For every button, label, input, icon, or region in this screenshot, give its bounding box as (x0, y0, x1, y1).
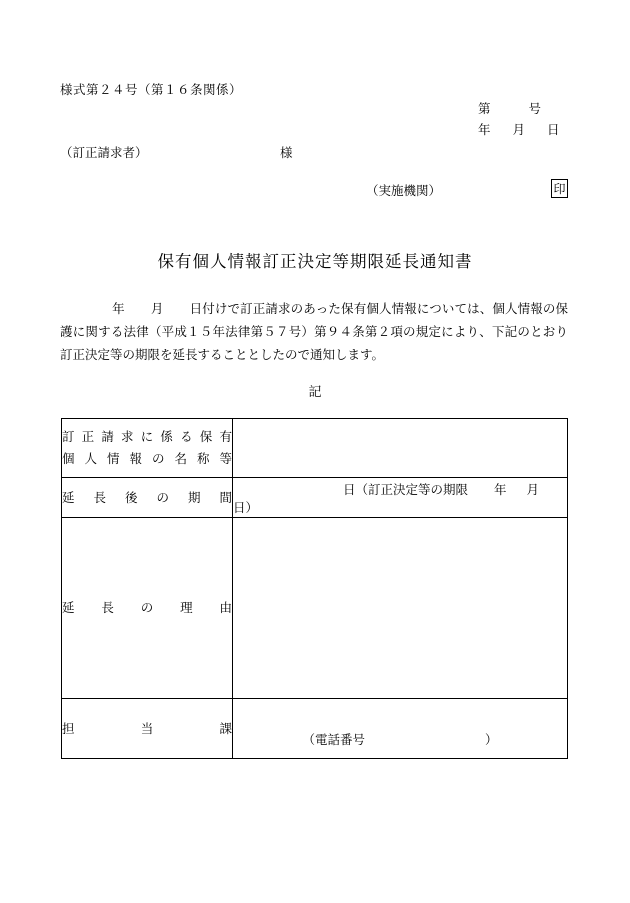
label-target-info (62, 419, 233, 478)
label-extended-period-text: 延長後の期間 (62, 490, 232, 505)
label-reason-text: 延長の理由 (62, 601, 232, 615)
requester-honorific: 様 (280, 146, 293, 160)
body-lead-month: 月 (150, 302, 164, 316)
notification-table (61, 418, 568, 759)
label-target-info-line1: 訂正請求に係る保有 (62, 430, 232, 444)
value-extended-period[interactable] (233, 478, 568, 518)
requester-label: （訂正請求者） (60, 146, 148, 160)
value-department[interactable] (233, 699, 568, 759)
value-target-info[interactable] (233, 419, 568, 478)
document-number-prefix: 第 (478, 102, 491, 116)
table-row-department (62, 699, 568, 759)
period-day-close: 日） (233, 500, 259, 515)
phone-number-field[interactable] (302, 730, 497, 748)
body-lead-year: 年 (112, 302, 125, 316)
date-day-label: 日 (547, 123, 560, 137)
page-title: 保有個人情報訂正決定等期限延長通知書 (157, 252, 473, 271)
document-number-suffix: 号 (528, 102, 542, 116)
value-reason[interactable] (233, 518, 568, 699)
table-row-extended-period (62, 478, 568, 518)
form-code: 様式第２４号（第１６条関係） (60, 83, 243, 97)
period-month-label: 月 (526, 482, 540, 497)
document-date-line (478, 120, 560, 138)
label-extended-period (62, 478, 233, 518)
label-target-info-line2: 個人情報の名称等 (62, 452, 232, 466)
date-month-label: 月 (512, 123, 526, 137)
body-text-line3: の期限を延長することとしたので通知します。 (122, 348, 385, 362)
date-year-label: 年 (478, 123, 491, 137)
phone-label-open: （電話番号 (302, 732, 365, 747)
period-day-text: 日（訂正決定等の期限 (343, 482, 469, 497)
body-text-line1: 日付けで訂正請求のあった保有個人情報については、個人情報の保護に (60, 302, 568, 339)
ki-marker: 記 (308, 384, 322, 399)
document-number-line (478, 99, 541, 117)
period-year-label: 年 (494, 482, 507, 497)
phone-label-close: ） (485, 732, 498, 747)
seal-stamp-box: 印 (551, 179, 568, 198)
agency-label: （実施機関） (366, 184, 442, 198)
table-row-target-info (62, 419, 568, 478)
body-text-line2: 関する法律（平成１５年法律第５７号）第９４条第２項の規定により、下記のとおり訂正決定等 (60, 325, 568, 362)
table-row-reason (62, 518, 568, 699)
label-department-text: 担当課 (62, 721, 232, 736)
label-department (62, 699, 233, 759)
label-reason (62, 518, 233, 699)
body-paragraph (60, 298, 568, 367)
